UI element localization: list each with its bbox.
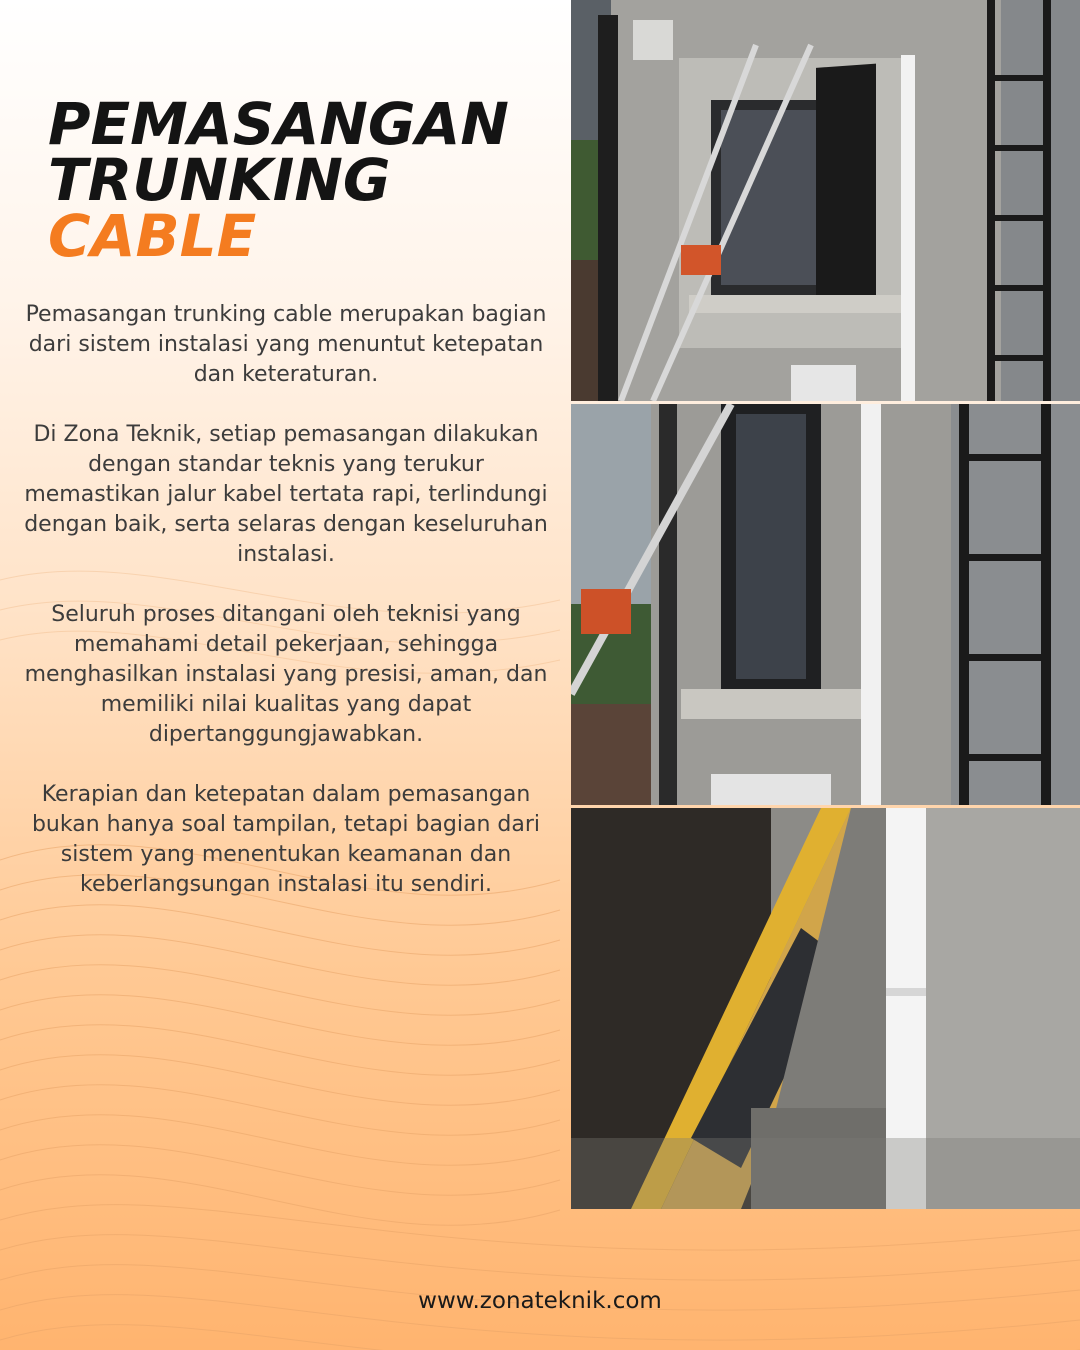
- title-line-3-accent: CABLE: [48, 202, 257, 270]
- photo-trunking-wall: [571, 404, 1080, 805]
- photo-trunking-night: [571, 808, 1080, 1209]
- paragraph-2: Di Zona Teknik, setiap pemasangan dilakukan dengan standar teknis yang terukur memastikan jalur kabel tertata rapi, terlindungi dengan baik, serta selaras dengan keseluruhan instalasi.: [24, 422, 548, 567]
- body-text: [20, 300, 552, 930]
- paragraph-1: Pemasangan trunking cable merupakan bagian dari sistem instalasi yang menuntut ketepatan dan keteraturan.: [25, 302, 547, 387]
- photo-facade-ladder: [571, 0, 1080, 401]
- page-title: [48, 90, 509, 270]
- photo-column: [571, 0, 1080, 1209]
- website-link[interactable]: www.zonateknik.com: [418, 1288, 662, 1314]
- title-line-1: PEMASANGAN: [48, 90, 509, 158]
- title-line-2: TRUNKING: [48, 146, 391, 214]
- paragraph-3: Seluruh proses ditangani oleh teknisi yang memahami detail pekerjaan, sehingga menghasilkan instalasi yang presisi, aman, dan memiliki nilai kualitas yang dapat dipertanggungjawabkan.: [24, 602, 548, 747]
- paragraph-4: Kerapian dan ketepatan dalam pemasangan bukan hanya soal tampilan, tetapi bagian dari sistem yang menentukan keamanan dan keberlangsungan instalasi itu sendiri.: [31, 782, 541, 897]
